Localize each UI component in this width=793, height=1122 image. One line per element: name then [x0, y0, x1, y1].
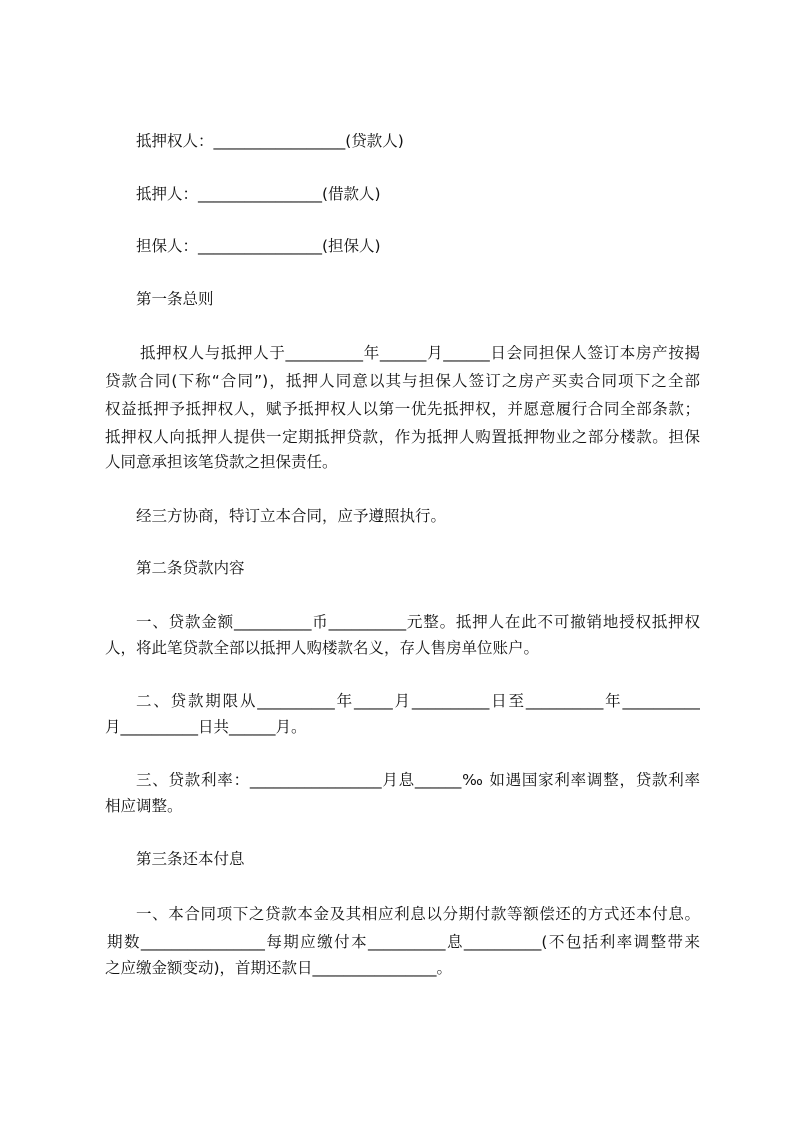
loan-amount-line: 一、贷款金额__________币__________元整。抵押人在此不可撤销地授权抵押权 [136, 613, 700, 631]
agreement-text: 经三方协商，特订立本合同，应予遵照执行。 [136, 507, 447, 525]
article3-title: 第三条还本付息 [136, 850, 245, 868]
repayment-line: 之应缴金额变动)，首期还款日________________。 [105, 959, 453, 977]
article1-line: 贷款合同(下称“合同”)，抵押人同意以其与担保人签订之房产买卖合同项下之全部 [105, 372, 700, 390]
article2-title: 第二条贷款内容 [136, 559, 245, 577]
article1-line: 抵押权人与抵押人于__________年______月______日会同担保人签订本房产按揭 [140, 344, 700, 362]
loan-amount-line: 人，将此笔贷款全部以抵押人购楼款名义，存人售房单位账户。 [105, 639, 540, 657]
party-guarantor: 担保人：________________(担保人) [136, 237, 381, 255]
interest-rate-line: 相应调整。 [105, 797, 183, 815]
loan-term-line: 月__________日共______月。 [105, 718, 307, 736]
party-mortgagor: 抵押人：________________(借款人) [136, 185, 381, 203]
article1-title: 第一条总则 [136, 290, 214, 308]
loan-term-line: 二、贷款期限从__________年_____月__________日至__________年__________ [136, 692, 700, 710]
repayment-line: 期数________________每期应缴付本__________息__________(不包括利率调整带来 [107, 933, 700, 951]
interest-rate-line: 三、贷款利率：_________________月息______‰ 如遇国家利率调整，贷款利率 [136, 771, 700, 789]
article1-line: 抵押权人向抵押人提供一定期抵押贷款，作为抵押人购置抵押物业之部分楼款。担保 [105, 428, 700, 446]
repayment-line: 一、本合同项下之贷款本金及其相应利息以分期付款等额偿还的方式还本付息。 [136, 905, 700, 923]
article1-line: 人同意承担该笔贷款之担保责任。 [105, 453, 338, 471]
party-mortgagee: 抵押权人：_________________(贷款人) [136, 132, 404, 150]
article1-line: 权益抵押予抵押权人，赋予抵押权人以第一优先抵押权，并愿意履行合同全部条款； [105, 400, 700, 418]
